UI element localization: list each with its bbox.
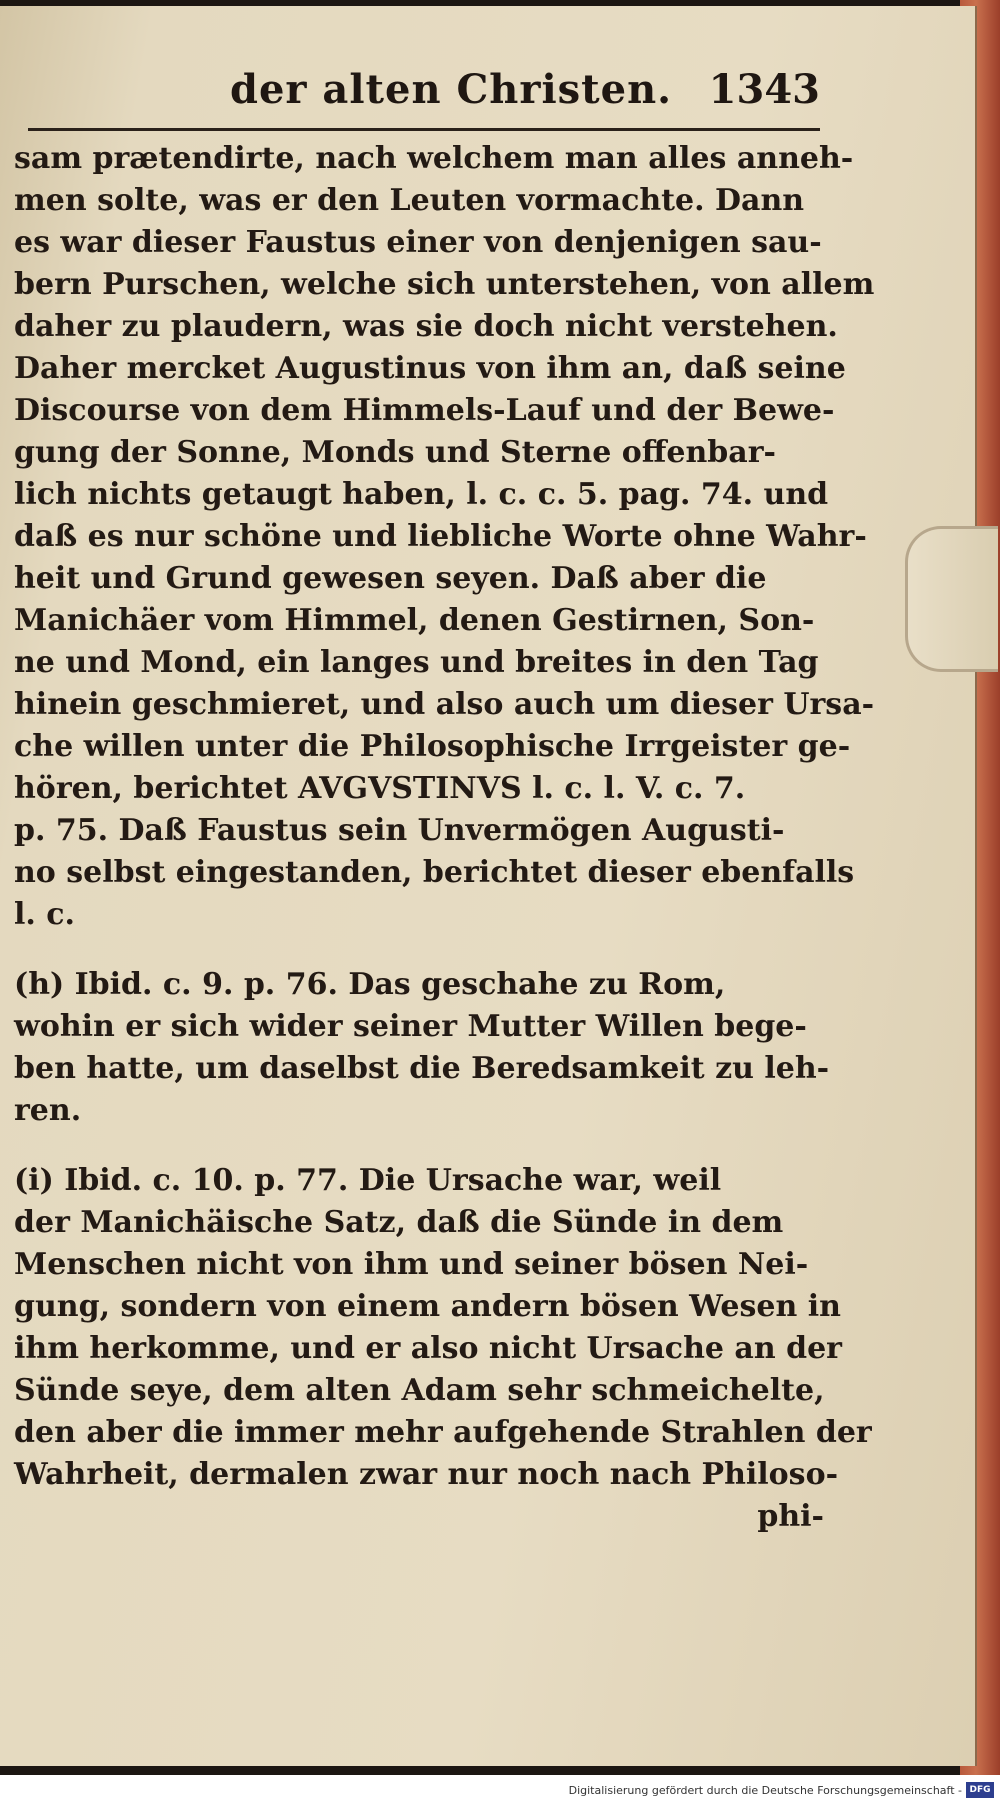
digitization-footer (0, 1775, 1000, 1809)
text-line: ne und Mond, ein langes und breites in den Tag (14, 645, 819, 680)
text-line: den aber die immer mehr aufgehende Strahlen der (14, 1415, 872, 1450)
text-line: men solte, was er den Leuten vormachte. Dann (14, 183, 805, 218)
text-line: daher zu plaudern, was sie doch nicht verstehen. (14, 309, 838, 344)
text-line: Discourse von dem Himmels-Lauf und der Bewe- (14, 393, 835, 428)
text-line: sam prætendirte, nach welchem man alles anneh- (14, 141, 854, 176)
page-number: 1343 (708, 66, 820, 113)
page-tab (905, 526, 998, 672)
page-header (30, 66, 820, 126)
text-line: hören, berichtet AVGVSTINVS l. c. l. V. c. 7. (14, 771, 746, 806)
body-text (14, 138, 875, 1538)
text-line: (h) Ibid. c. 9. p. 76. Das geschahe zu Rom, (14, 967, 726, 1002)
text-line: l. c. (14, 897, 75, 932)
text-line: Daher mercket Augustinus von ihm an, daß seine (14, 351, 846, 386)
text-line: wohin er sich wider seiner Mutter Willen bege- (14, 1009, 807, 1044)
footnote-h (14, 964, 830, 1132)
text-line: bern Purschen, welche sich unterstehen, von allem (14, 267, 875, 302)
footnote-i (14, 1160, 872, 1496)
header-rule (28, 128, 820, 131)
dfg-logo: DFG (966, 1782, 994, 1798)
text-line: (i) Ibid. c. 10. p. 77. Die Ursache war, weil (14, 1163, 722, 1198)
text-line: heit und Grund gewesen seyen. Daß aber die (14, 561, 767, 596)
text-line: no selbst eingestanden, berichtet dieser ebenfalls (14, 855, 855, 890)
text-line: ren. (14, 1093, 82, 1128)
paragraph-gap (14, 1132, 824, 1160)
text-line: hinein geschmieret, und also auch um dieser Ursa- (14, 687, 875, 722)
text-line: lich nichts getaugt haben, l. c. c. 5. pag. 74. und (14, 477, 829, 512)
catchword: phi- (757, 1499, 824, 1534)
text-line: daß es nur schöne und liebliche Worte ohne Wahr- (14, 519, 867, 554)
paragraph-gap (14, 936, 824, 964)
text-line: ihm herkomme, und er also nicht Ursache an der (14, 1331, 842, 1366)
funding-credit: Digitalisierung gefördert durch die Deutsche Forschungsgemeinschaft - (568, 1784, 962, 1797)
book-page (0, 6, 977, 1766)
text-line: Wahrheit, dermalen zwar nur noch nach Philoso- (14, 1457, 839, 1492)
text-line: ben hatte, um daselbst die Beredsamkeit zu leh- (14, 1051, 830, 1086)
text-line: Manichäer vom Himmel, denen Gestirnen, Son- (14, 603, 815, 638)
text-line: p. 75. Daß Faustus sein Unvermögen Augusti- (14, 813, 785, 848)
text-line: Menschen nicht von ihm und seiner bösen Nei- (14, 1247, 809, 1282)
text-line: es war dieser Faustus einer von denjenigen sau- (14, 225, 822, 260)
paragraph-continuation (14, 138, 875, 936)
text-line: gung, sondern von einem andern bösen Wesen in (14, 1289, 841, 1324)
text-line: Sünde seye, dem alten Adam sehr schmeichelte, (14, 1373, 825, 1408)
text-line: che willen unter die Philosophische Irrgeister ge- (14, 729, 851, 764)
running-head: der alten Christen. (230, 66, 673, 113)
text-line: der Manichäische Satz, daß die Sünde in dem (14, 1205, 784, 1240)
text-line: gung der Sonne, Monds und Sterne offenbar- (14, 435, 776, 470)
